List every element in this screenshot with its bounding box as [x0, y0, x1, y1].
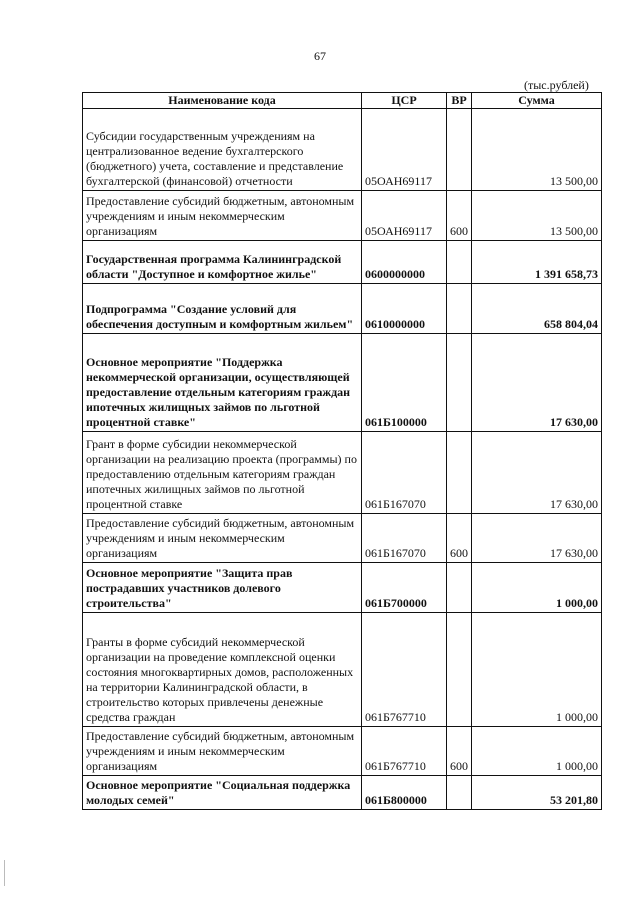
row-csr-cell: 0610000000 — [362, 284, 447, 334]
row-csr-cell: 061Б700000 — [362, 563, 447, 613]
row-sum-cell: 1 000,00 — [472, 613, 602, 727]
row-csr-cell: 05ОАН69117 — [362, 109, 447, 191]
row-sum-cell: 17 630,00 — [472, 514, 602, 563]
row-csr-cell: 0600000000 — [362, 241, 447, 284]
table-row — [83, 563, 602, 613]
table-row — [83, 432, 602, 514]
row-name-cell: Основное мероприятие "Поддержка некоммерческой организации, осуществляющей предоставление отдельным категориям граждан ипотечных жилищных займов по льготной процентной ставке" — [83, 334, 362, 432]
table-row — [83, 613, 602, 727]
table-row — [83, 241, 602, 284]
row-sum-cell: 53 201,80 — [472, 776, 602, 810]
row-vr-cell: 600 — [447, 191, 472, 241]
row-vr-cell — [447, 284, 472, 334]
row-csr-cell: 05ОАН69117 — [362, 191, 447, 241]
budget-table — [82, 92, 602, 810]
row-vr-cell — [447, 613, 472, 727]
row-vr-cell — [447, 432, 472, 514]
row-sum-cell: 17 630,00 — [472, 432, 602, 514]
row-sum-cell: 658 804,04 — [472, 284, 602, 334]
row-csr-cell: 061Б767710 — [362, 727, 447, 776]
units-label: (тыс.рублей) — [524, 78, 589, 92]
row-sum-cell: 1 000,00 — [472, 727, 602, 776]
row-sum-cell: 1 391 658,73 — [472, 241, 602, 284]
row-csr-cell: 061Б167070 — [362, 432, 447, 514]
table-row — [83, 191, 602, 241]
row-sum-cell: 17 630,00 — [472, 334, 602, 432]
row-name-cell: Подпрограмма "Создание условий для обеспечения доступным и комфортным жильем" — [83, 284, 362, 334]
header-name: Наименование кода — [83, 93, 362, 109]
table-row — [83, 776, 602, 810]
row-vr-cell: 600 — [447, 727, 472, 776]
row-vr-cell — [447, 334, 472, 432]
header-vr: ВР — [447, 93, 472, 109]
row-vr-cell — [447, 109, 472, 191]
row-csr-cell: 061Б767710 — [362, 613, 447, 727]
row-name-cell: Основное мероприятие "Защита прав пострадавших участников долевого строительства" — [83, 563, 362, 613]
row-vr-cell — [447, 241, 472, 284]
table-row — [83, 727, 602, 776]
header-sum: Сумма — [472, 93, 602, 109]
table-row — [83, 514, 602, 563]
page-number: 67 — [314, 49, 326, 63]
row-csr-cell: 061Б100000 — [362, 334, 447, 432]
row-vr-cell: 600 — [447, 514, 472, 563]
row-name-cell: Предоставление субсидий бюджетным, автономным учреждениям и иным некоммерческим организациям — [83, 727, 362, 776]
header-csr: ЦСР — [362, 93, 447, 109]
row-sum-cell: 13 500,00 — [472, 109, 602, 191]
row-vr-cell — [447, 776, 472, 810]
row-name-cell: Государственная программа Калининградской области "Доступное и комфортное жилье" — [83, 241, 362, 284]
row-sum-cell: 1 000,00 — [472, 563, 602, 613]
row-name-cell: Грант в форме субсидии некоммерческой организации на реализацию проекта (программы) по предоставлению отдельным категориям граждан ипотечных жилищных займов по льготной процентной ставке — [83, 432, 362, 514]
table-header-row — [83, 93, 602, 109]
row-name-cell: Гранты в форме субсидий некоммерческой организации на проведение комплексной оценки состояния многоквартирных домов, расположенных на территории Калининградской области, в строительство которых привлечены денежные средства граждан — [83, 613, 362, 727]
row-name-cell: Основное мероприятие "Социальная поддержка молодых семей" — [83, 776, 362, 810]
row-vr-cell — [447, 563, 472, 613]
table-row — [83, 109, 602, 191]
row-name-cell: Предоставление субсидий бюджетным, автономным учреждениям и иным некоммерческим организациям — [83, 191, 362, 241]
row-csr-cell: 061Б800000 — [362, 776, 447, 810]
row-name-cell: Предоставление субсидий бюджетным, автономным учреждениям и иным некоммерческим организациям — [83, 514, 362, 563]
row-name-cell: Субсидии государственным учреждениям на централизованное ведение бухгалтерского (бюджетного) учета, составление и представление бухгалтерской (финансовой) отчетности — [83, 109, 362, 191]
table-row — [83, 284, 602, 334]
row-csr-cell: 061Б167070 — [362, 514, 447, 563]
scan-edge-mark — [4, 860, 5, 886]
row-sum-cell: 13 500,00 — [472, 191, 602, 241]
table-row — [83, 334, 602, 432]
